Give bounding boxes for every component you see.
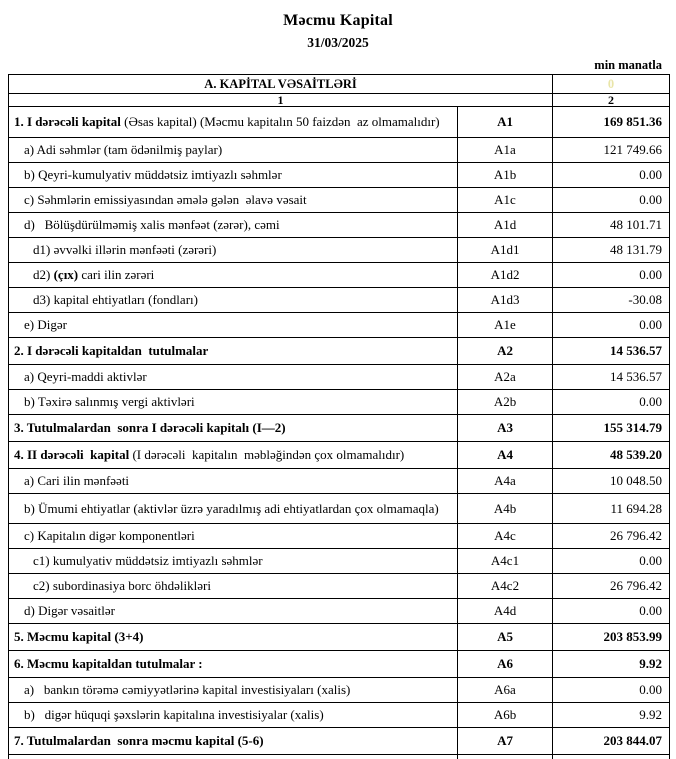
row-label-text: b) Təxirə salınmış vergi aktivləri (24, 394, 195, 409)
row-code: A1e (458, 313, 553, 338)
row-label-text: cari ilin zərəri (78, 267, 155, 282)
row-label (9, 442, 458, 469)
row-value: 14 536.57 (553, 365, 670, 390)
row-code: A2a (458, 365, 553, 390)
row-value: 14 536.57 (553, 338, 670, 365)
column-number-1: 1 (9, 94, 553, 107)
row-label (9, 390, 458, 415)
row-code: A6 (458, 651, 553, 678)
row-label-bold: (çıx) (53, 267, 79, 282)
row-label (9, 678, 458, 703)
row-value: 48 131.79 (553, 238, 670, 263)
row-code: A1c (458, 188, 553, 213)
table-row (9, 415, 670, 442)
row-label (9, 574, 458, 599)
row-label-bold: 1. I dərəcəli kapital (14, 114, 121, 129)
row-value: 0.00 (553, 163, 670, 188)
row-label-text: (Əsas kapital) (Məcmu kapitalın 50 faizdən az olmamalıdır) (120, 114, 440, 129)
report-date: 31/03/2025 (307, 35, 369, 50)
table-row (9, 442, 670, 469)
table-row (9, 338, 670, 365)
page-title: Məcmu Kapital (283, 12, 393, 29)
table-row (9, 238, 670, 263)
row-label (9, 415, 458, 442)
row-label (9, 263, 458, 288)
row-label-bold: 6. Məcmu kapitaldan tutulmalar : (14, 656, 203, 671)
row-label (9, 338, 458, 365)
capital-table (8, 74, 670, 759)
row-label (9, 728, 458, 755)
row-label-text: c2) subordinasiya borc öhdəlikləri (33, 578, 211, 593)
row-label-text: b) digər hüquqi şəxslərin kapitalına investisiyalar (xalis) (24, 707, 324, 722)
row-label-text: b) Ümumi ehtiyatlar (aktivlər üzrə yaradılmış adi ehtiyatlardan çox olmamaqla) (24, 500, 439, 516)
row-label-bold: 7. Tutulmalardan sonra məcmu kapital (5-6) (14, 733, 264, 748)
column-number-2: 2 (553, 94, 670, 107)
column-number-row (9, 94, 670, 107)
row-value: 121 749.66 (553, 138, 670, 163)
row-code: A5 (458, 624, 553, 651)
row-label (9, 703, 458, 728)
row-code: A3 (458, 415, 553, 442)
table-row (9, 469, 670, 494)
row-label-text: a) bankın törəmə cəmiyyətlərinə kapital investisiyaları (xalis) (24, 682, 351, 697)
row-label-bold: 4. II dərəcəli kapital (14, 447, 130, 462)
row-label-text: d1) əvvəlki illərin mənfəəti (zərəri) (33, 242, 217, 257)
row-label-text: e) Digər (24, 317, 67, 332)
row-code: A4 (458, 442, 553, 469)
table-row (9, 678, 670, 703)
table-row (9, 494, 670, 524)
row-value: 0.00 (553, 313, 670, 338)
row-code: A1d3 (458, 288, 553, 313)
row-code: A1b (458, 163, 553, 188)
row-label (9, 755, 458, 759)
row-code: A2 (458, 338, 553, 365)
table-row (9, 599, 670, 624)
row-label-text: d) Bölüşdürülməmiş xalis mənfəət (zərər), cəmi (24, 217, 280, 232)
row-code: A7 (458, 728, 553, 755)
row-code: A6b (458, 703, 553, 728)
row-label-text: d2) (33, 267, 54, 282)
row-label (9, 524, 458, 549)
row-value: 11 694.28 (553, 494, 670, 524)
row-value: 155 314.79 (553, 415, 670, 442)
row-label (9, 365, 458, 390)
table-row (9, 163, 670, 188)
row-label (9, 163, 458, 188)
row-label-bold: 2. I dərəcəli kapitaldan tutulmalar (14, 343, 209, 358)
row-code: A6a (458, 678, 553, 703)
table-row (9, 107, 670, 138)
row-label-text: d) Digər vəsaitlər (24, 603, 115, 618)
row-code: A1d2 (458, 263, 553, 288)
row-value: 26 796.42 (553, 524, 670, 549)
row-label-bold: 5. Məcmu kapital (3+4) (14, 629, 144, 644)
row-value: 0.00 (553, 678, 670, 703)
row-code: A4c1 (458, 549, 553, 574)
table-row (9, 138, 670, 163)
row-code: A4a (458, 469, 553, 494)
section-header-label: A. KAPİTAL VƏSAİTLƏRİ (9, 75, 553, 94)
table-row (9, 524, 670, 549)
row-label (9, 549, 458, 574)
table-row (9, 574, 670, 599)
row-label (9, 469, 458, 494)
row-value: 0.00 (553, 390, 670, 415)
row-code: A1d1 (458, 238, 553, 263)
row-label (9, 599, 458, 624)
row-code: A4c2 (458, 574, 553, 599)
row-code: A1 (458, 107, 553, 138)
row-label-text: b) Qeyri-kumulyativ müddətsiz imtiyazlı səhmlər (24, 167, 282, 182)
row-label-text: a) Qeyri-maddi aktivlər (24, 369, 147, 384)
row-value: 0.00 (553, 599, 670, 624)
row-label (9, 494, 458, 524)
row-label (9, 313, 458, 338)
row-value: 26 796.42 (553, 574, 670, 599)
row-code: A1d (458, 213, 553, 238)
row-label (9, 213, 458, 238)
row-label-text: a) Cari ilin mənfəəti (24, 473, 130, 488)
row-value: 169 851.36 (553, 107, 670, 138)
row-code: A4c (458, 524, 553, 549)
row-value (553, 755, 670, 759)
row-value: 203 844.07 (553, 728, 670, 755)
table-row (9, 390, 670, 415)
row-label-bold: 3. Tutulmalardan sonra I dərəcəli kapitalı (I—2) (14, 420, 286, 435)
row-label-text: a) Adi səhmlər (tam ödənilmiş paylar) (24, 142, 223, 157)
table-row (9, 549, 670, 574)
row-label (9, 138, 458, 163)
table-row (9, 313, 670, 338)
table-row (9, 263, 670, 288)
row-label (9, 188, 458, 213)
row-label (9, 288, 458, 313)
row-label-text: d3) kapital ehtiyatları (fondları) (33, 292, 198, 307)
row-label-text: c) Səhmlərin emissiyasından əmələ gələn əlavə vəsait (24, 192, 307, 207)
table-row (9, 624, 670, 651)
table-row (9, 703, 670, 728)
row-value: 0.00 (553, 263, 670, 288)
row-label (9, 651, 458, 678)
row-code: A4d (458, 599, 553, 624)
row-value: 48 539.20 (553, 442, 670, 469)
table-row (9, 755, 670, 759)
row-label (9, 624, 458, 651)
row-code (458, 755, 553, 759)
unit-note: min manatla (594, 58, 662, 72)
row-label (9, 107, 458, 138)
table-row (9, 188, 670, 213)
capital-table-body (9, 107, 670, 759)
row-label-text: c1) kumulyativ müddətsiz imtiyazlı səhmlər (33, 553, 263, 568)
table-row (9, 213, 670, 238)
row-value: 0.00 (553, 188, 670, 213)
row-code: A1a (458, 138, 553, 163)
row-label-text: c) Kapitalın digər komponentləri (24, 528, 195, 543)
row-value: 9.92 (553, 651, 670, 678)
row-label (9, 238, 458, 263)
row-value: 48 101.71 (553, 213, 670, 238)
table-row (9, 288, 670, 313)
table-row (9, 365, 670, 390)
table-row (9, 651, 670, 678)
row-code: A4b (458, 494, 553, 524)
section-header-value: 0 (553, 75, 670, 94)
row-code: A2b (458, 390, 553, 415)
row-value: 0.00 (553, 549, 670, 574)
table-row (9, 728, 670, 755)
row-value: -30.08 (553, 288, 670, 313)
row-value: 203 853.99 (553, 624, 670, 651)
row-label-text: (I dərəcəli kapitalın məbləğindən çox olmamalıdır) (129, 447, 405, 462)
section-header-row (9, 75, 670, 94)
row-value: 9.92 (553, 703, 670, 728)
row-value: 10 048.50 (553, 469, 670, 494)
